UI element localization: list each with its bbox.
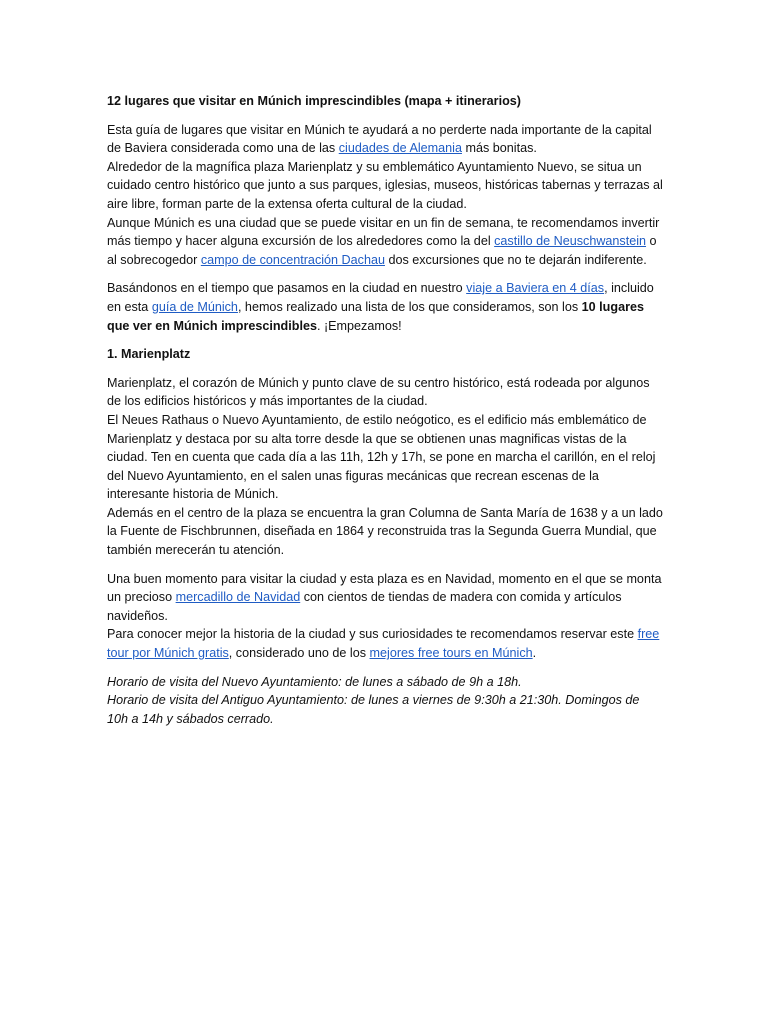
opening-hours-old-town-hall: Horario de visita del Antiguo Ayuntamiento: de lunes a viernes de 9:30h a 21:30h. Domingos de 10h a 14h y sábados cerrado. bbox=[107, 693, 640, 726]
intro-text: más bonitas. bbox=[461, 141, 537, 156]
section-paragraph: Además en el centro de la plaza se encuentra la gran Columna de Santa María de 1638 y a un lado la Fuente de Fischbrunnen, diseñada en 1864 y reconstruida tras la Segunda Guerra Mundial, que también merecerán tu atención. bbox=[107, 505, 663, 558]
section-paragraph: Marienplatz, el corazón de Múnich y punto clave de su centro histórico, está rodeada por algunos de los edificios históricos y más importantes de la ciudad. bbox=[107, 375, 650, 409]
intro-paragraph: Alrededor de la magnífica plaza Marienplatz y su emblemático Ayuntamiento Nuevo, se situa un cuidado centro histórico que junto a sus parques, iglesias, museos, históricas tabernas y terrazas al aire libre, forman parte de la extensa oferta cultural de la ciudad. bbox=[107, 159, 663, 211]
article-title: 12 lugares que visitar en Múnich imprescindibles (mapa + itinerarios) bbox=[107, 94, 521, 108]
section-text: Una buen momento para visitar la ciudad y esta plaza es en Navidad, momento en el que se monta un precioso bbox=[107, 571, 662, 605]
link-mercadillo-navidad[interactable]: mercadillo de Navidad bbox=[175, 590, 301, 605]
section-paragraph bbox=[107, 570, 663, 626]
intro-text: o al sobrecogedor bbox=[107, 234, 657, 267]
section-paragraph: El Neues Rathaus o Nuevo Ayuntamiento, de estilo neógotico, es el edificio más emblemático de Marienplatz y destaca por su alta torre desde la que se obtienen unas magnificas vistas de la ciudad. Ten en cuenta que cada día a las 11h, 12h y 17h, se pone en marcha el carillón, en el reloj del Nuevo Ayuntamiento, en el salen unas figuras mecánicas que recrean escenas de la interesante historia de Múnich. bbox=[107, 412, 656, 502]
link-viaje-baviera[interactable]: viaje a Baviera en 4 días bbox=[466, 281, 605, 296]
link-mejores-free-tours[interactable]: mejores free tours en Múnich bbox=[369, 646, 533, 661]
intro2-text: Basándonos en el tiempo que pasamos en la ciudad en nuestro bbox=[107, 281, 467, 296]
section-text: con cientos de tiendas de madera con comida y artículos navideños. bbox=[107, 590, 622, 623]
intro2-text: . ¡Empezamos! bbox=[316, 318, 402, 333]
section-paragraph bbox=[107, 625, 663, 662]
intro2-paragraph bbox=[107, 279, 663, 335]
section-text: . bbox=[532, 646, 537, 661]
link-campo-dachau[interactable]: campo de concentración Dachau bbox=[200, 252, 385, 267]
section-heading: 1. Marienplatz bbox=[107, 347, 191, 362]
link-castillo-neuschwanstein[interactable]: castillo de Neuschwanstein bbox=[494, 234, 647, 249]
link-ciudades-de-alemania[interactable]: ciudades de Alemania bbox=[338, 141, 462, 156]
opening-hours-new-town-hall: Horario de visita del Nuevo Ayuntamiento: de lunes a sábado de 9h a 18h. bbox=[107, 674, 522, 689]
intro-paragraph bbox=[107, 214, 663, 270]
intro-text: dos excursiones que no te dejarán indiferente. bbox=[384, 252, 647, 267]
intro-text: Esta guía de lugares que visitar en Múnich te ayudará a no perderte nada importante de la capital de Baviera considerada como una de las bbox=[107, 122, 652, 156]
link-guia-munich[interactable]: guía de Múnich bbox=[151, 299, 238, 314]
intro-text: Aunque Múnich es una ciudad que se puede visitar en un fin de semana, te recomendamos invertir más tiempo y hacer alguna excursión de los alrededores como la del bbox=[107, 215, 660, 249]
link-free-tour[interactable]: free tour por Múnich gratis bbox=[107, 627, 660, 661]
intro-paragraph bbox=[107, 121, 663, 158]
section-text: Para conocer mejor la historia de la ciudad y sus curiosidades te recomendamos reservar este bbox=[107, 627, 638, 642]
intro2-text: , incluido en esta bbox=[107, 281, 654, 314]
intro2-bold-text: 10 lugares que ver en Múnich imprescindibles bbox=[107, 299, 644, 333]
intro2-text: , hemos realizado una lista de los que consideramos, son los bbox=[237, 299, 582, 314]
article-body bbox=[107, 92, 663, 728]
section-text: , considerado uno de los bbox=[228, 646, 370, 661]
